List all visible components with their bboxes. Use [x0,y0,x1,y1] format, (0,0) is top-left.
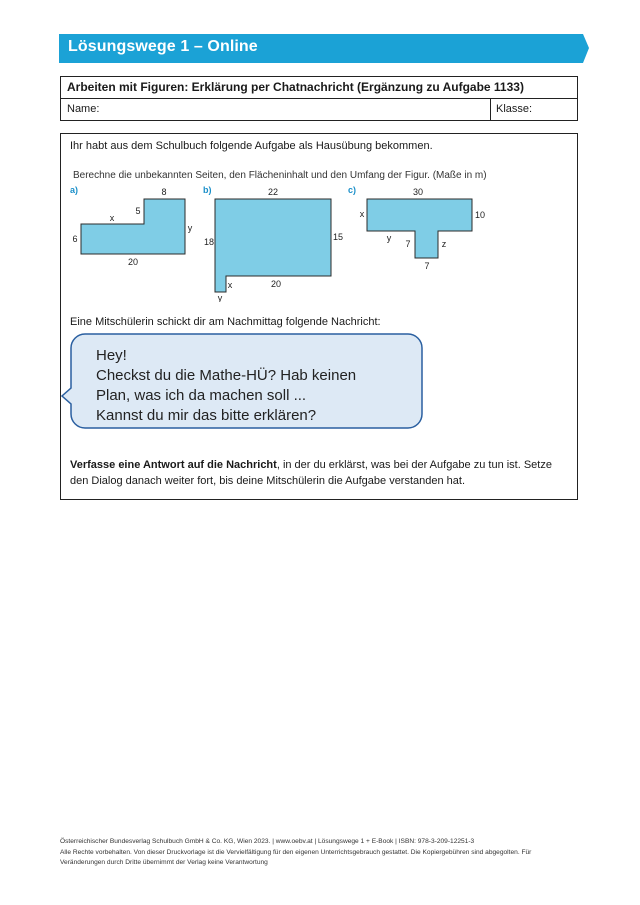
figure-a-label: a) [70,185,79,195]
figure-a-dim-bottom: 20 [127,257,139,267]
title-banner [59,34,589,63]
task-instruction-bold: Verfasse eine Antwort auf die Nachricht [70,459,277,471]
chat-line: Hey! [96,347,127,364]
class-cell [490,99,579,120]
figure-c-dim-z: z [441,239,447,249]
chat-line: Kannst du mir das bitte erklären? [96,407,317,424]
figure-a-dim-step: 5 [135,206,141,216]
figure-c-dim-right: 10 [474,210,486,220]
message-intro: Eine Mitschülerin schickt dir am Nachmittag folgende Nachricht: [70,316,381,328]
worksheet-title: Arbeiten mit Figuren: Erklärung per Chatnachricht (Ergänzung zu Aufgabe 1133) [61,77,577,99]
figure-b-dim-left: 18 [203,237,215,247]
figure-b-dim-bottom: 20 [270,279,282,289]
chat-line: Checkst du die Mathe-HÜ? Hab keinen [96,367,357,384]
task-box [60,133,578,500]
banner-title: Lösungswege 1 – Online [68,38,258,55]
footer-line-3: Veränderungen durch Dritte übernimmt der Verlag keine Verantwortung [60,859,268,866]
task-intro: Ihr habt aus dem Schulbuch folgende Aufgabe als Hausübung bekommen. [70,140,433,152]
figure-a-dim-x: x [109,213,115,223]
task-instruction [70,457,570,489]
geometry-figures [61,182,579,302]
figure-c-dim-left-notch: 7 [405,239,411,249]
figure-c-label: c) [348,185,357,195]
figure-c-dim-bottom: 7 [424,261,430,271]
figure-c-dim-x: x [359,209,365,219]
footer-line-1: Österreichischer Bundesverlag Schulbuch GmbH & Co. KG, Wien 2023. | www.oebv.at | Lösungswege 1 + E-Book | ISBN: 978-3-209-12251-3 [60,838,475,845]
name-class-row [61,99,577,121]
figure-c-dim-top: 30 [412,187,424,197]
figure-c-shape [367,199,472,258]
task-instruction-rest: , in der du erklärst, was bei der Aufgabe zu tun ist. Setze den Dialog danach weiter fort, bis deine Mitschülerin die Aufgabe verstanden hat. [70,459,552,487]
figure-a-shape [81,199,185,254]
chat-bubble-text [96,346,356,426]
figure-a [70,185,193,267]
worksheet-header [60,76,578,121]
figure-c [348,185,485,271]
figure-b-dim-top: 22 [267,187,279,197]
chat-line: Plan, was ich da machen soll ... [96,387,307,404]
figure-b-dim-x: x [227,280,233,290]
figure-b-label: b) [203,185,212,195]
publisher-footer [60,837,580,869]
figure-a-dim-y: y [187,223,193,233]
figure-a-dim-top: 8 [161,187,167,197]
figure-a-dim-left: 6 [72,234,78,244]
figure-b-dim-right: 15 [332,232,344,242]
footer-line-2: Alle Rechte vorbehalten. Von dieser Druckvorlage ist die Vervielfältigung für den eigenen Unterrichtsgebrauch gestattet. Die Kopiergebühren sind abgegolten. Für [60,848,532,856]
figure-b-dim-y: y [217,293,223,302]
name-label: Name: [67,103,100,115]
figure-b [203,185,343,302]
figure-c-dim-y: y [386,233,392,243]
class-label: Klasse: [496,103,533,115]
book-instruction: Berechne die unbekannten Seiten, den Flächeninhalt und den Umfang der Figur. (Maße in m) [73,170,487,181]
